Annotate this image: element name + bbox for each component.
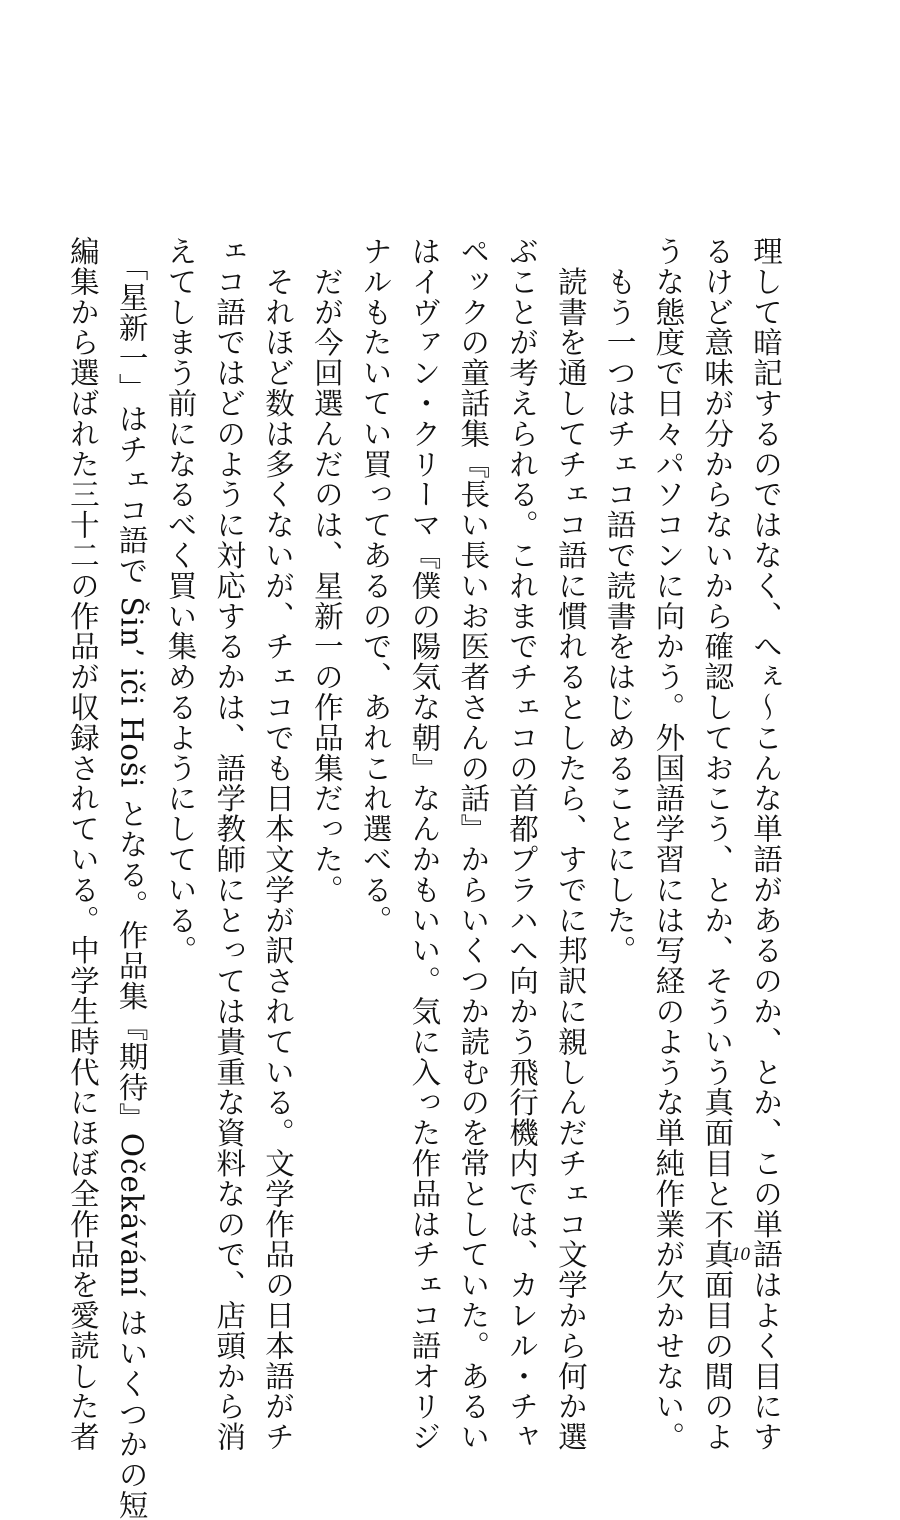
- text-line: うな態度で日々パソコンに向かう。外国語学習には写経のような単純作業が欠かせない。: [651, 236, 686, 1452]
- text-line: だが今回選んだのは、星新一の作品集だった。: [309, 236, 344, 905]
- text-line: 編集から選ばれた三十二の作品が収録されている。中学生時代にほぼ全作品を愛読した者: [65, 236, 100, 1452]
- text-line: はイヴァン・クリーマ『僕の陽気な朝』なんかもいい。気に入った作品はチェコ語オリジ: [407, 236, 442, 1452]
- text-line: 理して暗記するのではなく、へぇ～こんな単語があるのか、とか、この単語はよく目にす: [749, 236, 783, 1452]
- text-line: ペックの童話集『長い長いお医者さんの話』からいくつか読むのを常としていた。あるい: [456, 236, 491, 1452]
- text-line: るけど意味が分からないから確認しておこう、とか、そういう真面目と不真面目の間のよ: [700, 236, 735, 1452]
- text-line: ぶことが考えられる。これまでチェコの首都プラハへ向かう飛行機内では、カレル・チャ: [505, 236, 540, 1452]
- text-line: 「星新一」はチェコ語で Šin’ iči Hoši となる。作品集『期待』Očekávání はいくつかの短: [114, 236, 149, 1520]
- text-line: 読書を通してチェコ語に慣れるとしたら、すでに邦訳に親しんだチェコ文学から何か選: [553, 236, 588, 1452]
- text-line: もう一つはチェコ語で読書をはじめることにした。: [602, 236, 637, 966]
- text-line: えてしまう前になるべく買い集めるようにしている。: [163, 236, 198, 966]
- text-line: ナルもたいてい買ってあるので、あれこれ選べる。: [358, 236, 393, 936]
- text-line: ェコ語ではどのように対応するかは、語学教師にとっては貴重な資料なので、店頭から消: [212, 236, 247, 1452]
- text-line: それほど数は多くないが、チェコでも日本文学が訳されている。文学作品の日本語がチ: [261, 236, 296, 1452]
- page-number: 10: [731, 1244, 750, 1265]
